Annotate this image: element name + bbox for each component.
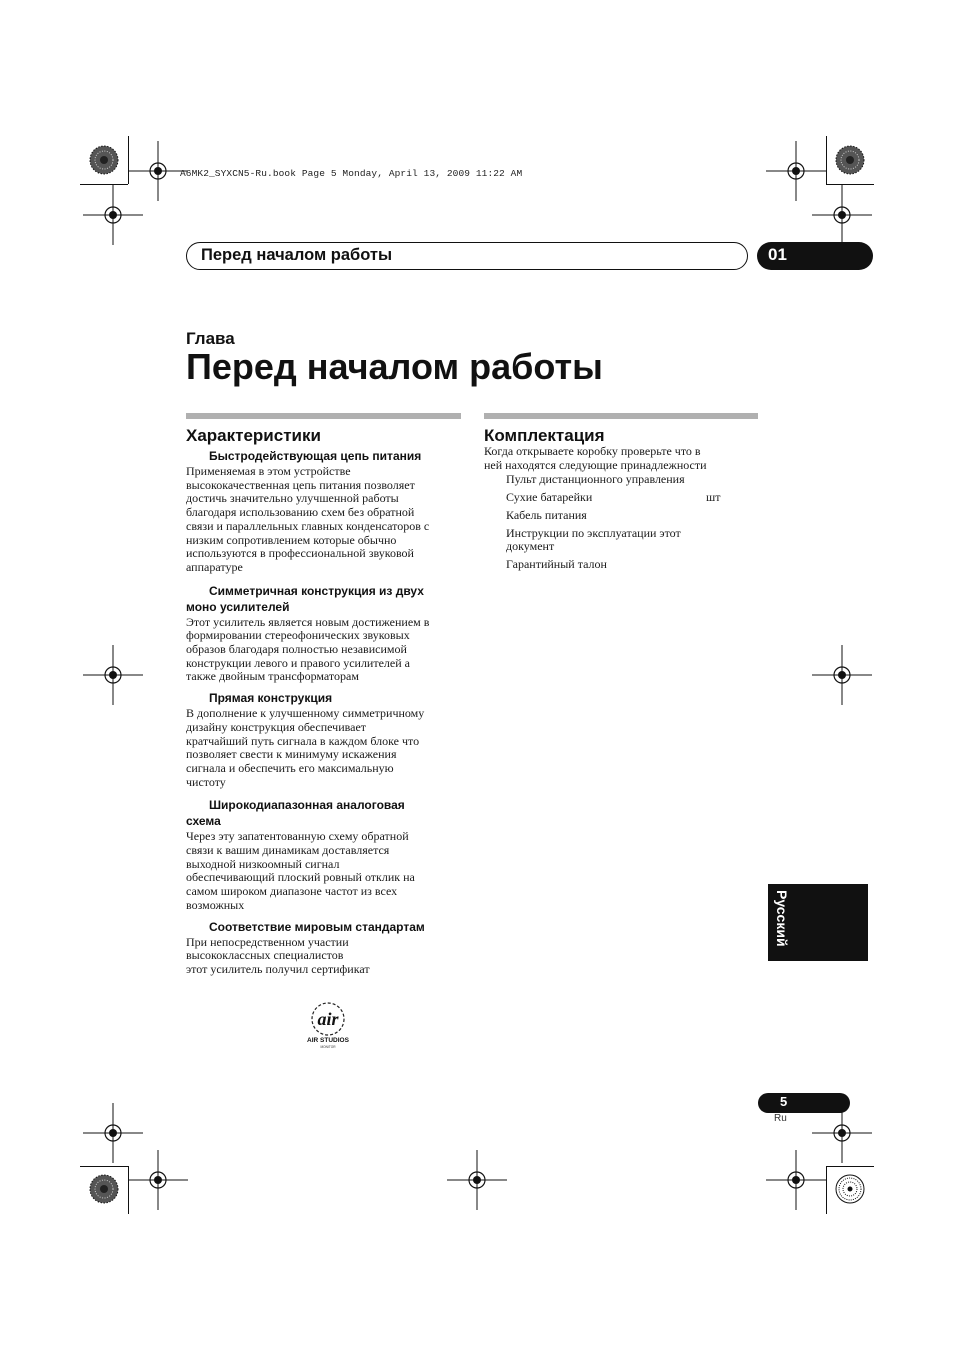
- list-item-text: Инструкции по эксплуатации этот: [506, 525, 681, 540]
- text-line: В дополнение к улучшенному симметричному: [186, 706, 425, 721]
- logo-text: AIR STUDIOS: [307, 1037, 349, 1044]
- crop-mark: [80, 1166, 128, 1167]
- text-line: достичь значительно улучшенной работы: [186, 491, 399, 506]
- section-rule: [186, 413, 461, 419]
- list-item-text: Сухие батарейки: [506, 490, 593, 505]
- features-column: [186, 413, 461, 977]
- text-line: сигнала и обеспечить его максимальную: [186, 760, 394, 775]
- text-line: Применяемая в этом устройстве: [186, 464, 351, 478]
- feature-body: [186, 465, 461, 575]
- text-line: Этот усилитель является новым достижением в: [186, 614, 430, 629]
- feature-body: [186, 707, 461, 789]
- crop-mark: [826, 1166, 874, 1167]
- chapter-title: Перед началом работы: [186, 346, 603, 387]
- text-line: При непосредственном участии: [186, 934, 349, 949]
- running-header-title: Перед началом работы: [201, 246, 393, 264]
- color-target-icon: [835, 1174, 865, 1204]
- registration-mark-icon: [447, 1150, 507, 1210]
- text-line: образов благодаря полностью независимой: [186, 642, 407, 657]
- color-target-icon: [89, 1174, 119, 1204]
- registration-mark-icon: [83, 645, 143, 705]
- text-line: низким сопротивлением которые обычно: [186, 532, 397, 547]
- text-line: ней находятся следующие принадлежности: [484, 457, 707, 472]
- running-header: [186, 242, 748, 270]
- list-item-text: Кабель питания: [506, 507, 587, 522]
- page-number-badge: [758, 1093, 850, 1113]
- list-item: [484, 473, 758, 487]
- chapter-number: 01: [768, 245, 787, 264]
- list-item-quantity: шт: [706, 490, 721, 505]
- text-line: Когда открываете коробку проверьте что в: [484, 444, 701, 458]
- list-item: [484, 527, 758, 554]
- registration-mark-icon: [766, 1150, 826, 1210]
- crop-mark: [826, 136, 827, 184]
- text-line: возможных: [186, 897, 245, 912]
- contents-heading: Комплектация: [484, 426, 605, 445]
- print-slug: A6MK2_SYXCN5-Ru.book Page 5 Monday, April 13, 2009 11:22 AM: [180, 168, 523, 179]
- registration-mark-icon: [128, 1150, 188, 1210]
- crop-mark: [128, 136, 129, 184]
- language-tab: [768, 884, 868, 961]
- feature-body: [186, 936, 461, 977]
- feature-title: Быстродействующая цепь питания: [209, 449, 422, 463]
- text-line: конструкции левого и правого усилителей а: [186, 655, 410, 670]
- text-line: позволяет свести к минимуму искажения: [186, 747, 397, 762]
- language-tab-label: Русский: [774, 890, 790, 947]
- section-rule: [484, 413, 758, 419]
- page-language-code: Ru: [774, 1113, 787, 1124]
- text-line: обеспечивающий плоский ровный отклик на: [186, 870, 415, 885]
- feature-title: [186, 583, 461, 615]
- text-line: самом широком диапазоне частот из всех: [186, 884, 398, 899]
- logo-subtext: MONITOR: [320, 1045, 336, 1049]
- contents-list: [484, 473, 758, 571]
- text-line: чистоту: [186, 774, 226, 789]
- list-item: [484, 491, 758, 505]
- title-line: Симметричная конструкция из двух: [209, 583, 424, 598]
- title-line: схема: [186, 814, 221, 829]
- list-item-text: Пульт дистанционного управления: [506, 472, 685, 487]
- feature-title: Соответствие мировым стандартам: [209, 919, 425, 934]
- list-item-text: Гарантийный талон: [506, 556, 607, 571]
- text-line: также двойным трансформаторам: [186, 669, 359, 684]
- crop-mark: [826, 1166, 827, 1214]
- text-line: формировании стереофонических звуковых: [186, 628, 410, 643]
- feature-title: Прямая конструкция: [209, 691, 333, 706]
- crop-mark: [80, 184, 128, 185]
- chapter-number-badge: [757, 242, 873, 270]
- text-line: благодаря использованию схем без обратной: [186, 505, 415, 520]
- text-line: используются в профессиональной звуковой: [186, 546, 414, 561]
- crop-mark: [128, 1166, 129, 1214]
- text-line: кратчайший путь сигнала в каждом блоке что: [186, 733, 420, 748]
- feature-title: [186, 797, 461, 829]
- contents-column: [484, 413, 758, 576]
- features-heading: Характеристики: [186, 426, 321, 445]
- logo-mark: air: [317, 1009, 339, 1029]
- text-line: Через эту запатентованную схему обратной: [186, 829, 409, 844]
- text-line: высококлассных специалистов: [186, 948, 344, 963]
- list-item-text: документ: [506, 539, 555, 554]
- title-line: моно усилителей: [186, 599, 290, 614]
- color-target-icon: [89, 145, 119, 175]
- registration-mark-icon: [812, 185, 872, 245]
- air-studios-logo-icon: [297, 1000, 359, 1050]
- text-line: дизайну конструкция обеспечивает: [186, 719, 367, 734]
- crop-mark: [826, 184, 874, 185]
- contents-intro: [484, 445, 758, 472]
- feature-body: [186, 830, 461, 912]
- feature-body: [186, 616, 461, 685]
- title-line: Широкодиапазонная аналоговая: [209, 798, 405, 813]
- page-number: 5: [780, 1094, 788, 1109]
- text-line: выходной низкоомный сигнал: [186, 856, 340, 871]
- text-line: этот усилитель получил сертификат: [186, 961, 370, 976]
- registration-mark-icon: [812, 645, 872, 705]
- text-line: связи к вашим динамикам доставляется: [186, 843, 390, 858]
- text-line: аппаратуре: [186, 559, 243, 574]
- list-item: [484, 509, 758, 523]
- color-target-icon: [835, 145, 865, 175]
- list-item: [484, 558, 758, 572]
- registration-mark-icon: [83, 185, 143, 245]
- text-line: высококачественная цепь питания позволяет: [186, 477, 415, 492]
- chapter-label: Глава: [186, 329, 235, 348]
- text-line: связи и параллельных главных конденсаторов с: [186, 518, 430, 533]
